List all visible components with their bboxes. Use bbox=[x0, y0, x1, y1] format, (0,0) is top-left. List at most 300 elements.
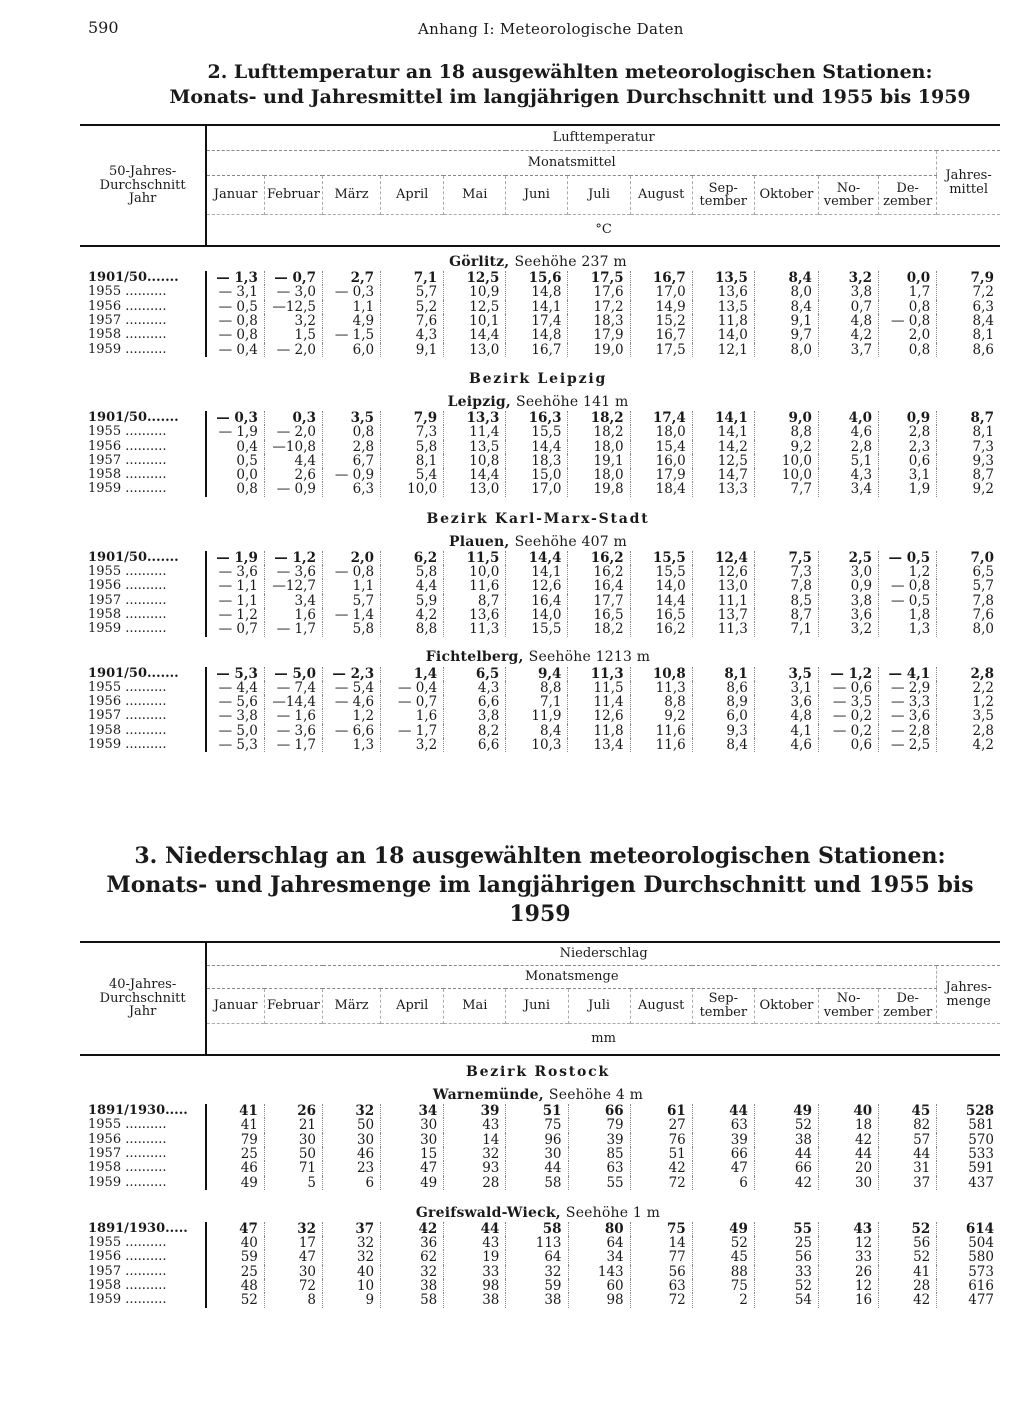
data-cell: 13,0 bbox=[692, 579, 754, 593]
data-cell: 3,0 bbox=[818, 565, 878, 579]
data-cell: 18,2 bbox=[568, 425, 630, 439]
data-cell: 14,4 bbox=[444, 328, 506, 342]
data-cell: 11,6 bbox=[444, 579, 506, 593]
data-cell: 4,2 bbox=[381, 608, 444, 622]
data-cell: 44 bbox=[819, 1147, 879, 1161]
row-label: 1959 .......... bbox=[80, 482, 206, 496]
running-head: Anhang I: Meteorologische Daten bbox=[418, 20, 684, 38]
table-row bbox=[80, 681, 1000, 695]
data-cell: 31 bbox=[879, 1161, 937, 1175]
data-cell: 2,8 bbox=[322, 440, 380, 454]
data-cell: 56 bbox=[630, 1265, 692, 1279]
data-cell: 33 bbox=[754, 1265, 818, 1279]
data-cell: 62 bbox=[381, 1250, 444, 1264]
data-cell: 10,0 bbox=[754, 454, 818, 468]
data-cell: 60 bbox=[568, 1279, 630, 1293]
station-elevation: Seehöhe 141 m bbox=[516, 393, 629, 410]
data-cell: 10,0 bbox=[444, 565, 506, 579]
data-cell: 8,7 bbox=[937, 411, 1000, 425]
data-cell: 13,0 bbox=[444, 343, 506, 357]
data-cell: 61 bbox=[630, 1104, 692, 1118]
data-cell: 39 bbox=[692, 1133, 754, 1147]
table-row bbox=[80, 709, 1000, 723]
data-cell: 19 bbox=[444, 1250, 506, 1264]
data-cell: 20 bbox=[819, 1161, 879, 1175]
table-row bbox=[80, 1293, 1000, 1307]
data-cell: 18,2 bbox=[568, 622, 630, 636]
data-cell: 16,4 bbox=[506, 594, 568, 608]
table-row bbox=[80, 328, 1000, 342]
data-cell: — 3,6 bbox=[264, 724, 322, 738]
data-cell: 52 bbox=[240, 1292, 258, 1309]
data-cell: — 1,7 bbox=[264, 622, 322, 636]
data-cell: 0,8 bbox=[322, 425, 380, 439]
month-header: No-vember bbox=[819, 989, 879, 1024]
data-cell: 6 bbox=[692, 1176, 754, 1190]
page-number: 590 bbox=[88, 18, 119, 37]
data-cell: 581 bbox=[937, 1118, 1000, 1132]
data-cell: 18,3 bbox=[568, 314, 630, 328]
data-cell: 9,4 bbox=[506, 667, 568, 681]
data-cell: 42 bbox=[630, 1161, 692, 1175]
data-cell: 15,5 bbox=[630, 565, 692, 579]
station-heading bbox=[80, 387, 1000, 411]
data-cell: 3,2 bbox=[818, 271, 878, 285]
data-cell: 8,1 bbox=[937, 328, 1000, 342]
data-cell: 58 bbox=[506, 1176, 568, 1190]
data-cell: — 2,9 bbox=[879, 681, 937, 695]
data-cell: 10,0 bbox=[381, 482, 444, 496]
data-cell: 85 bbox=[568, 1147, 630, 1161]
data-cell: 11,3 bbox=[444, 622, 506, 636]
data-cell: 7,3 bbox=[381, 425, 444, 439]
data-cell: — 0,6 bbox=[818, 681, 878, 695]
station-elevation: Seehöhe 237 m bbox=[514, 254, 627, 270]
data-cell: — 1,1 bbox=[218, 578, 258, 595]
row-label: 1955 .......... bbox=[80, 1118, 206, 1132]
data-cell: 7,1 bbox=[381, 271, 444, 285]
data-cell: 14,1 bbox=[692, 411, 754, 425]
data-cell: 57 bbox=[879, 1133, 937, 1147]
data-cell: 7,3 bbox=[937, 440, 1000, 454]
data-cell: 2,0 bbox=[322, 551, 380, 565]
data-cell: 16,4 bbox=[568, 579, 630, 593]
data-cell: 9,3 bbox=[937, 454, 1000, 468]
month-header: Februar bbox=[264, 176, 322, 215]
data-cell: — 1,5 bbox=[322, 328, 380, 342]
data-cell: 2,2 bbox=[937, 681, 1000, 695]
data-cell: 11,3 bbox=[692, 622, 754, 636]
data-cell: — 4,4 bbox=[218, 679, 258, 696]
table-row bbox=[80, 285, 1000, 299]
data-cell: 16,2 bbox=[568, 551, 630, 565]
data-cell: 18,0 bbox=[630, 425, 692, 439]
data-cell: — 1,7 bbox=[381, 724, 444, 738]
data-cell: 14 bbox=[444, 1133, 506, 1147]
row-label: 1901/50....... bbox=[80, 551, 206, 565]
data-cell: 44 bbox=[444, 1222, 506, 1236]
data-cell: 614 bbox=[937, 1222, 1000, 1236]
table-row bbox=[80, 622, 1000, 636]
data-cell: 17,5 bbox=[568, 271, 630, 285]
data-cell: 1,3 bbox=[879, 622, 937, 636]
data-cell: 15,5 bbox=[630, 551, 692, 565]
data-cell: 8 bbox=[264, 1293, 322, 1307]
table-row bbox=[80, 1222, 1000, 1236]
data-cell: 9,3 bbox=[692, 724, 754, 738]
row-label: 1959 .......... bbox=[80, 622, 206, 636]
table-row bbox=[80, 608, 1000, 622]
data-cell: 34 bbox=[568, 1250, 630, 1264]
data-cell: 17,9 bbox=[568, 328, 630, 342]
data-cell: 4,3 bbox=[381, 328, 444, 342]
data-cell: 17,2 bbox=[568, 300, 630, 314]
data-cell: — 5,6 bbox=[218, 694, 258, 711]
month-header: Sep-tember bbox=[692, 989, 754, 1024]
data-cell: 11,6 bbox=[630, 724, 692, 738]
data-cell: 15,2 bbox=[630, 314, 692, 328]
data-cell: 13,0 bbox=[444, 482, 506, 496]
data-cell: 0,9 bbox=[818, 579, 878, 593]
station-heading bbox=[80, 1198, 1000, 1222]
data-cell: — 0,7 bbox=[264, 271, 322, 285]
data-cell: — 0,5 bbox=[879, 551, 937, 565]
data-cell: — 0,5 bbox=[879, 594, 937, 608]
table-row bbox=[80, 468, 1000, 482]
data-cell: 12,5 bbox=[444, 271, 506, 285]
data-cell: 14,0 bbox=[506, 608, 568, 622]
data-cell: —14,4 bbox=[264, 695, 322, 709]
data-cell: 51 bbox=[630, 1147, 692, 1161]
data-cell: 14,4 bbox=[444, 468, 506, 482]
data-cell: 38 bbox=[506, 1293, 568, 1307]
data-cell: 59 bbox=[506, 1279, 568, 1293]
month-header: Juli bbox=[568, 176, 630, 215]
table-row bbox=[80, 1265, 1000, 1279]
data-cell: 8,4 bbox=[754, 300, 818, 314]
data-cell: 1,4 bbox=[381, 667, 444, 681]
data-cell: 13,5 bbox=[692, 271, 754, 285]
data-cell: — 5,0 bbox=[264, 667, 322, 681]
data-cell: 30 bbox=[323, 1133, 381, 1147]
data-cell: 11,3 bbox=[630, 681, 692, 695]
data-cell: 55 bbox=[754, 1222, 818, 1236]
data-cell: — 0,8 bbox=[879, 579, 937, 593]
row-label: 1958 .......... bbox=[80, 724, 206, 738]
data-cell: 0,5 bbox=[236, 452, 258, 469]
data-cell: 11,4 bbox=[568, 695, 630, 709]
data-cell: 13,4 bbox=[568, 738, 630, 752]
data-cell: 17,0 bbox=[506, 482, 568, 496]
data-cell: — 2,8 bbox=[879, 724, 937, 738]
data-cell: 72 bbox=[630, 1176, 692, 1190]
data-cell: 2,5 bbox=[818, 551, 878, 565]
data-cell: 11,9 bbox=[506, 709, 568, 723]
data-cell: 19,1 bbox=[568, 454, 630, 468]
data-cell: 14,7 bbox=[692, 468, 754, 482]
data-cell: 8,4 bbox=[937, 314, 1000, 328]
data-cell: —12,5 bbox=[264, 300, 322, 314]
data-cell: 10,9 bbox=[444, 285, 506, 299]
data-cell: 0,7 bbox=[818, 300, 878, 314]
data-cell: 2,8 bbox=[937, 724, 1000, 738]
row-label: 1956 .......... bbox=[80, 440, 206, 454]
data-cell: 437 bbox=[937, 1176, 1000, 1190]
data-cell: 13,6 bbox=[692, 285, 754, 299]
row-label: 1958 .......... bbox=[80, 1279, 206, 1293]
data-cell: — 3,6 bbox=[264, 565, 322, 579]
data-cell: 49 bbox=[381, 1176, 444, 1190]
row-label: 1956 .......... bbox=[80, 1250, 206, 1264]
row-label: 1958 .......... bbox=[80, 1161, 206, 1175]
data-cell: 38 bbox=[444, 1293, 506, 1307]
row-label: 1891/1930..... bbox=[80, 1104, 206, 1118]
month-header: Juni bbox=[506, 176, 568, 215]
data-cell: 8,8 bbox=[754, 425, 818, 439]
data-cell: 4,2 bbox=[937, 738, 1000, 752]
data-cell: — 1,1 bbox=[218, 592, 258, 609]
group-header: Lufttemperatur bbox=[206, 125, 1000, 151]
data-cell: 30 bbox=[381, 1118, 444, 1132]
data-cell: 6,7 bbox=[322, 454, 380, 468]
table-row bbox=[80, 343, 1000, 357]
data-cell: 7,1 bbox=[754, 622, 818, 636]
data-cell: 5,8 bbox=[381, 440, 444, 454]
data-cell: — 2,0 bbox=[264, 343, 322, 357]
data-cell: — 0,2 bbox=[818, 709, 878, 723]
data-cell: 75 bbox=[692, 1279, 754, 1293]
data-cell: —12,7 bbox=[264, 579, 322, 593]
data-cell: 47 bbox=[264, 1250, 322, 1264]
data-cell: 79 bbox=[240, 1131, 258, 1148]
data-cell: 9,1 bbox=[381, 343, 444, 357]
data-cell: 26 bbox=[264, 1104, 322, 1118]
data-cell: 45 bbox=[879, 1104, 937, 1118]
data-cell: 93 bbox=[444, 1161, 506, 1175]
data-cell: 4,3 bbox=[818, 468, 878, 482]
data-cell: 7,1 bbox=[506, 695, 568, 709]
data-cell: 8,1 bbox=[381, 454, 444, 468]
data-cell: 0,9 bbox=[879, 411, 937, 425]
data-cell: 42 bbox=[819, 1133, 879, 1147]
row-label: 1901/50....... bbox=[80, 411, 206, 425]
data-cell: 14,1 bbox=[506, 300, 568, 314]
table-row bbox=[80, 1161, 1000, 1175]
data-cell: 0,4 bbox=[236, 438, 258, 455]
data-cell: 79 bbox=[568, 1118, 630, 1132]
data-cell: 80 bbox=[568, 1222, 630, 1236]
data-cell: 47 bbox=[692, 1161, 754, 1175]
data-cell: 98 bbox=[444, 1279, 506, 1293]
data-cell: 2,3 bbox=[879, 440, 937, 454]
table-row bbox=[80, 1104, 1000, 1118]
data-cell: — 3,6 bbox=[879, 709, 937, 723]
bezirk-heading: Bezirk Rostock bbox=[465, 1063, 611, 1080]
data-cell: 19,0 bbox=[568, 343, 630, 357]
row-label: 1901/50....... bbox=[80, 667, 206, 681]
data-cell: 77 bbox=[630, 1250, 692, 1264]
station-heading bbox=[80, 246, 1000, 271]
table-row bbox=[80, 1147, 1000, 1161]
data-cell: 32 bbox=[381, 1265, 444, 1279]
data-cell: 6,6 bbox=[444, 695, 506, 709]
data-cell: 7,2 bbox=[937, 285, 1000, 299]
data-cell: 63 bbox=[692, 1118, 754, 1132]
row-label: 1955 .......... bbox=[80, 285, 206, 299]
data-cell: 18 bbox=[819, 1118, 879, 1132]
data-cell: 19,8 bbox=[568, 482, 630, 496]
sub-header: Monatsmittel bbox=[206, 151, 936, 176]
data-cell: 1,3 bbox=[322, 738, 380, 752]
station-elevation: Seehöhe 4 m bbox=[548, 1086, 644, 1103]
data-cell: 2,8 bbox=[937, 667, 1000, 681]
data-cell: — 5,3 bbox=[218, 736, 258, 753]
data-cell: 10 bbox=[323, 1279, 381, 1293]
data-cell: 3,2 bbox=[818, 622, 878, 636]
data-cell: 2,8 bbox=[879, 425, 937, 439]
data-cell: 9,2 bbox=[937, 482, 1000, 496]
data-cell: 5,8 bbox=[381, 565, 444, 579]
data-cell: 82 bbox=[879, 1118, 937, 1132]
month-header: April bbox=[381, 176, 444, 215]
data-cell: 8,7 bbox=[754, 608, 818, 622]
row-label: 1957 .......... bbox=[80, 314, 206, 328]
data-cell: 16,2 bbox=[568, 565, 630, 579]
data-cell: 56 bbox=[879, 1236, 937, 1250]
table-row bbox=[80, 271, 1000, 285]
data-cell: 7,0 bbox=[937, 551, 1000, 565]
data-cell: — 0,4 bbox=[381, 681, 444, 695]
data-cell: 14,4 bbox=[506, 440, 568, 454]
data-cell: 34 bbox=[381, 1104, 444, 1118]
data-cell: 46 bbox=[240, 1160, 258, 1177]
data-cell: 2,0 bbox=[879, 328, 937, 342]
data-cell: 7,6 bbox=[937, 608, 1000, 622]
table-row bbox=[80, 579, 1000, 593]
data-cell: 3,1 bbox=[879, 468, 937, 482]
station-heading bbox=[80, 527, 1000, 551]
data-cell: 98 bbox=[568, 1293, 630, 1307]
data-cell: — 6,6 bbox=[322, 724, 380, 738]
data-cell: 14,2 bbox=[692, 440, 754, 454]
data-cell: 0,0 bbox=[879, 271, 937, 285]
data-cell: 18,2 bbox=[568, 411, 630, 425]
month-header: De-zember bbox=[879, 176, 937, 215]
data-cell: 580 bbox=[937, 1250, 1000, 1264]
data-cell: 616 bbox=[937, 1279, 1000, 1293]
data-cell: 5 bbox=[264, 1176, 322, 1190]
data-cell: 28 bbox=[879, 1279, 937, 1293]
data-cell: 8,0 bbox=[937, 622, 1000, 636]
data-cell: 10,8 bbox=[444, 454, 506, 468]
data-cell: 12,6 bbox=[506, 579, 568, 593]
data-cell: 27 bbox=[630, 1118, 692, 1132]
data-cell: 52 bbox=[754, 1118, 818, 1132]
data-cell: — 0,9 bbox=[322, 468, 380, 482]
data-cell: 7,6 bbox=[381, 314, 444, 328]
data-cell: 2,6 bbox=[264, 468, 322, 482]
data-cell: 3,8 bbox=[818, 285, 878, 299]
data-cell: 42 bbox=[879, 1293, 937, 1307]
data-cell: 1,6 bbox=[264, 608, 322, 622]
data-cell: 10,8 bbox=[630, 667, 692, 681]
data-cell: 30 bbox=[381, 1133, 444, 1147]
data-cell: 13,5 bbox=[444, 440, 506, 454]
data-cell: 49 bbox=[692, 1222, 754, 1236]
table-row bbox=[80, 482, 1000, 496]
data-cell: 88 bbox=[692, 1265, 754, 1279]
data-cell: 72 bbox=[630, 1293, 692, 1307]
data-cell: 3,5 bbox=[322, 411, 380, 425]
precipitation-title bbox=[80, 842, 1000, 929]
data-cell: — 0,4 bbox=[218, 341, 258, 358]
row-label: 1959 .......... bbox=[80, 1176, 206, 1190]
data-cell: 66 bbox=[568, 1104, 630, 1118]
row-label: 1957 .......... bbox=[80, 454, 206, 468]
temperature-title-line1: 2. Lufttemperatur an 18 ausgewählten meteorologischen Stationen: bbox=[207, 61, 933, 83]
data-cell: — 5,4 bbox=[322, 681, 380, 695]
precipitation-title-line2: Monats- und Jahresmenge im langjährigen Durchschnitt und 1955 bis 1959 bbox=[106, 872, 974, 928]
data-cell: 52 bbox=[879, 1250, 937, 1264]
data-cell: — 3,3 bbox=[879, 695, 937, 709]
month-header: April bbox=[381, 989, 444, 1024]
data-cell: 11,4 bbox=[444, 425, 506, 439]
data-cell: 32 bbox=[506, 1265, 568, 1279]
data-cell: 3,4 bbox=[818, 482, 878, 496]
data-cell: 7,9 bbox=[937, 271, 1000, 285]
data-cell: 3,2 bbox=[381, 738, 444, 752]
data-cell: 25 bbox=[240, 1145, 258, 1162]
data-cell: 4,3 bbox=[444, 681, 506, 695]
data-cell: 12,5 bbox=[444, 300, 506, 314]
sub-header: Monatsmenge bbox=[206, 966, 937, 989]
data-cell: 11,8 bbox=[568, 724, 630, 738]
month-header: Juli bbox=[568, 989, 630, 1024]
data-cell: 4,8 bbox=[818, 314, 878, 328]
row-label: 1957 .......... bbox=[80, 709, 206, 723]
data-cell: 8,6 bbox=[937, 343, 1000, 357]
row-label: 1891/1930..... bbox=[80, 1222, 206, 1236]
data-cell: 13,3 bbox=[444, 411, 506, 425]
bezirk-heading: Bezirk Karl-Marx-Stadt bbox=[426, 510, 650, 527]
data-cell: 1,5 bbox=[264, 328, 322, 342]
station-name: Leipzig, bbox=[447, 393, 511, 410]
data-cell: 55 bbox=[568, 1176, 630, 1190]
row-label: 1957 .......... bbox=[80, 1147, 206, 1161]
data-cell: 591 bbox=[937, 1161, 1000, 1175]
data-cell: 2,8 bbox=[818, 440, 878, 454]
month-header: Februar bbox=[264, 989, 322, 1024]
stub-header: 40-Jahres-Durchschnitt Jahr bbox=[80, 942, 206, 1055]
row-label: 1959 .......... bbox=[80, 1293, 206, 1307]
data-cell: 3,1 bbox=[754, 681, 818, 695]
data-cell: 1,7 bbox=[879, 285, 937, 299]
page-header bbox=[0, 18, 1024, 48]
month-header: No-vember bbox=[818, 176, 878, 215]
month-header: August bbox=[630, 176, 692, 215]
data-cell: 28 bbox=[444, 1176, 506, 1190]
data-cell: 18,0 bbox=[568, 440, 630, 454]
data-cell: 8,9 bbox=[692, 695, 754, 709]
data-cell: 14 bbox=[630, 1236, 692, 1250]
month-header: Januar bbox=[213, 998, 258, 1014]
data-cell: 8,1 bbox=[692, 667, 754, 681]
data-cell: 7,9 bbox=[381, 411, 444, 425]
station-name: Görlitz, bbox=[449, 254, 510, 270]
data-cell: 8,1 bbox=[937, 425, 1000, 439]
data-cell: 9,7 bbox=[754, 328, 818, 342]
month-header: Juni bbox=[506, 989, 568, 1024]
